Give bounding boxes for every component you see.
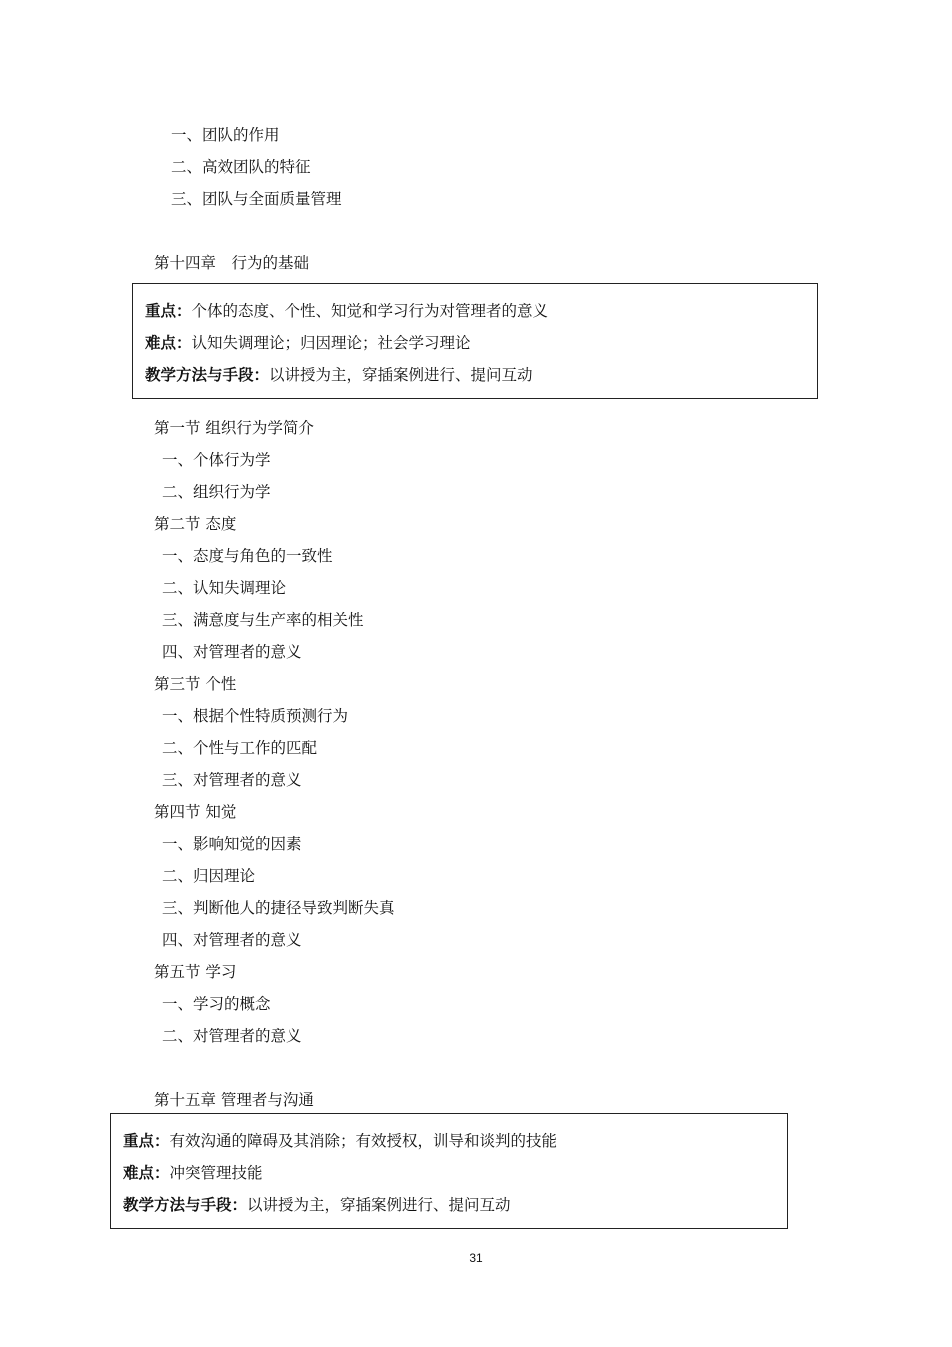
- section-title: 第三节 个性: [154, 675, 237, 693]
- list-item: 四、对管理者的意义: [162, 643, 302, 661]
- list-item: 三、团队与全面质量管理: [171, 190, 342, 208]
- list-item: 二、高效团队的特征: [171, 158, 311, 176]
- section-title: 第四节 知觉: [154, 803, 237, 821]
- key-points-label: 重点：: [145, 302, 192, 320]
- list-item: 二、归因理论: [162, 867, 256, 885]
- list-item: 二、对管理者的意义: [162, 1027, 302, 1045]
- difficulties-row: [123, 1162, 263, 1184]
- list-item: 二、个性与工作的匹配: [162, 739, 318, 757]
- difficulties-label: 难点：: [123, 1164, 170, 1182]
- list-item: 二、认知失调理论: [162, 579, 287, 597]
- key-points-text: 个体的态度、个性、知觉和学习行为对管理者的意义: [191, 302, 549, 320]
- list-item: 三、判断他人的捷径导致判断失真: [162, 899, 395, 917]
- difficulties-text: 冲突管理技能: [169, 1164, 263, 1182]
- section-title: 第五节 学习: [154, 963, 237, 981]
- difficulties-row: [145, 332, 471, 354]
- list-item: 二、组织行为学: [162, 483, 271, 501]
- chapter-14-summary-box: [132, 283, 818, 399]
- list-item: 一、学习的概念: [162, 995, 271, 1013]
- chapter-15-title: 第十五章 管理者与沟通: [154, 1091, 314, 1109]
- list-item: 一、态度与角色的一致性: [162, 547, 333, 565]
- difficulties-label: 难点：: [145, 334, 192, 352]
- section-title: 第二节 态度: [154, 515, 237, 533]
- key-points-text: 有效沟通的障碍及其消除；有效授权，训导和谈判的技能: [169, 1132, 558, 1150]
- page-number: 31: [469, 1251, 483, 1265]
- list-item: 一、根据个性特质预测行为: [162, 707, 349, 725]
- teaching-method-row: [145, 364, 533, 386]
- chapter-15-summary-box: [110, 1113, 788, 1229]
- key-points-label: 重点：: [123, 1132, 170, 1150]
- difficulties-text: 认知失调理论；归因理论；社会学习理论: [191, 334, 471, 352]
- list-item: 一、团队的作用: [171, 126, 280, 144]
- section-title: 第一节 组织行为学简介: [154, 419, 314, 437]
- list-item: 三、满意度与生产率的相关性: [162, 611, 364, 629]
- teaching-method-label: 教学方法与手段：: [123, 1196, 248, 1214]
- teaching-method-label: 教学方法与手段：: [145, 366, 270, 384]
- list-item: 一、个体行为学: [162, 451, 271, 469]
- list-item: 四、对管理者的意义: [162, 931, 302, 949]
- teaching-method-text: 以讲授为主，穿插案例进行、提问互动: [269, 366, 533, 384]
- key-points-row: [123, 1130, 557, 1152]
- list-item: 三、对管理者的意义: [162, 771, 302, 789]
- teaching-method-row: [123, 1194, 511, 1216]
- list-item: 一、影响知觉的因素: [162, 835, 302, 853]
- key-points-row: [145, 300, 548, 322]
- chapter-14-title: 第十四章 行为的基础: [154, 254, 310, 272]
- teaching-method-text: 以讲授为主，穿插案例进行、提问互动: [247, 1196, 511, 1214]
